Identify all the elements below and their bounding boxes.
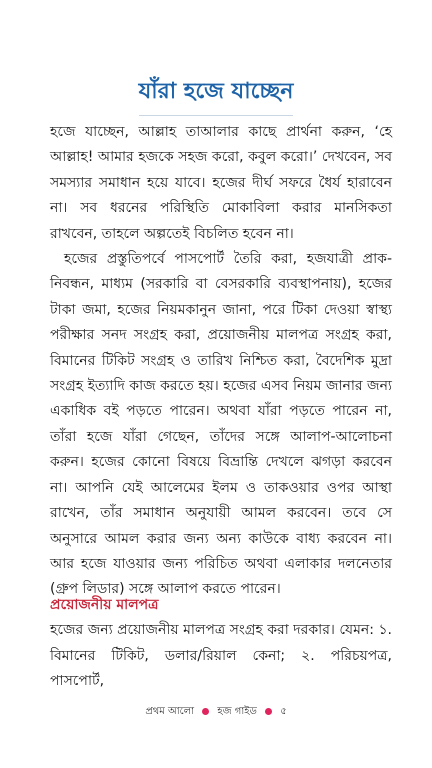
footer-page-number: ৫	[280, 706, 287, 717]
section-heading: প্রয়োজনীয় মালপত্র	[50, 597, 159, 613]
page-title: যাঁরা হজে যাচ্ছেন	[139, 74, 294, 116]
section-essentials	[50, 593, 392, 695]
footer-dot-icon	[265, 708, 272, 715]
footer-publication: প্রথম আলো	[145, 706, 195, 717]
footer-dot-icon	[202, 708, 209, 715]
page-footer	[0, 704, 432, 721]
paragraph-1: হজে যাচ্ছেন, আল্লাহ তাআলার কাছে প্রার্থনা করুন, ‘হে আল্লাহ! আমার হজকে সহজ করো, কবুল করো।’ দেখবেন, সব সমস্যার সমাধান হয়ে যাবে। হজের দীর্ঘ সফরে ধৈর্য হারাবেন না। সব ধরনের পরিস্থিতি মোকাবিলা করার মানসিকতা রাখবেন, তাহলে অল্পতেই বিচলিত হবেন না।	[50, 124, 392, 242]
title-wrap	[0, 74, 432, 116]
section-text: হজের জন্য প্রয়োজনীয় মালপত্র সংগ্রহ করা দরকার। যেমন: ১. বিমানের টিকিট, ডলার/রিয়াল কেনা; ২. পরিচয়পত্র, পাসপোর্ট,	[50, 622, 392, 690]
paragraph-2: হজের প্রস্তুতিপর্বে পাসপোর্ট তৈরি করা, হজযাত্রী প্রাক-নিবন্ধন, মাধ্যম (সরকারি বা বেসরকারি ব্যবস্থাপনায়), হজের টাকা জমা, হজের নিয়মকানুন জানা, পরে টিকা দেওয়া স্বাস্থ্য পরীক্ষার সনদ সংগ্রহ করা, প্রয়োজনীয় মালপত্র সংগ্রহ করা, বিমানের টিকিট সংগ্রহ ও তারিখ নিশ্চিত করা, বৈদেশিক মুদ্রা সংগ্রহ ইত্যাদি কাজ করতে হয়। হজের এসব নিয়ম জানার জন্য একাধিক বই পড়তে পারেন। অথবা যাঁরা পড়তে পারেন না, তাঁরা হজে যাঁরা গেছেন, তাঁদের সঙ্গে আলাপ-আলোচনা করুন। হজের কোনো বিষয়ে বিভ্রান্তি দেখলে ঝগড়া করবেন না। আপনি যেই আলেমের ইলম ও তাকওয়ার ওপর আস্থা রাখেন, তাঁর সমাধান অনুযায়ী আমল করবেন। তবে সে অনুসারে আমল করার জন্য অন্য কাউকে বাধ্য করবেন না। আর হজে যাওয়ার জন্য পরিচিত অথবা এলাকার দলনেতার (গ্রুপ লিডার) সঙ্গে আলাপ করতে পারেন।	[50, 251, 392, 598]
body-text	[50, 120, 392, 603]
footer-guide: হজ গাইড	[217, 706, 257, 717]
